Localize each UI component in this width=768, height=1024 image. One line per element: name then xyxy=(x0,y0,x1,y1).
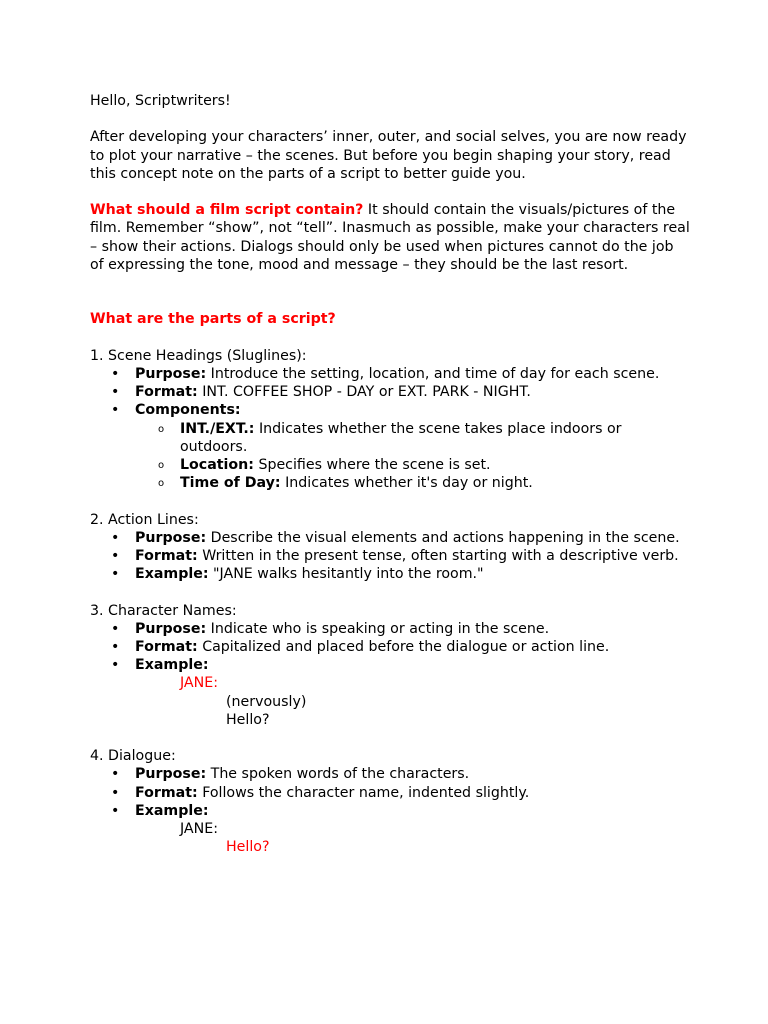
item-label: Purpose: xyxy=(135,529,207,546)
film-script-paragraph xyxy=(90,201,690,274)
sub-list-item xyxy=(180,420,690,456)
example-dialogue-line: Hello? xyxy=(226,839,270,856)
question-film-script: What should a film script contain? xyxy=(90,202,364,219)
item-text: Describe the visual elements and actions happening in the scene. xyxy=(206,529,680,546)
item-label: Format: xyxy=(135,639,198,655)
section-heading: 4. Dialogue: xyxy=(90,748,176,765)
item-text: Written in the present tense, often starting with a descriptive verb. xyxy=(197,548,679,564)
item-label: Purpose: xyxy=(135,766,207,783)
item-label: Format: xyxy=(135,548,198,564)
list-item xyxy=(135,620,690,638)
item-text: Specifies where the scene is set. xyxy=(253,457,491,473)
item-label: Example: xyxy=(135,802,209,819)
list-item xyxy=(135,802,690,820)
item-text: INT. COFFEE SHOP - DAY or EXT. PARK - NIGHT. xyxy=(197,384,531,401)
item-text: "JANE walks hesitantly into the room." xyxy=(208,566,484,583)
bullet-list xyxy=(90,765,690,820)
example-character-name: JANE: xyxy=(180,821,218,838)
example-parenthetical: (nervously) xyxy=(226,693,307,710)
item-text: Follows the character name, indented slightly. xyxy=(197,784,530,801)
sub-bullet-list xyxy=(135,420,690,493)
example-character-name: JANE: xyxy=(180,675,218,692)
section-heading: 3. Character Names: xyxy=(90,602,237,619)
list-item xyxy=(135,565,690,583)
section-heading: 2. Action Lines: xyxy=(90,511,199,528)
list-item xyxy=(135,638,690,656)
list-item xyxy=(135,765,690,783)
item-label: Purpose: xyxy=(135,365,207,382)
intro-paragraph: After developing your characters’ inner, outer, and social selves, you are now ready to plot your narrative – the scenes. But before you begin shaping your story, read this concept note on the parts of a script to better guide you. xyxy=(90,129,687,182)
bullet-list xyxy=(90,529,690,584)
item-text: Indicates whether the scene takes place indoors or outdoors. xyxy=(180,420,622,455)
list-item xyxy=(135,784,690,802)
item-text: Capitalized and placed before the dialogue or action line. xyxy=(197,639,610,655)
list-item xyxy=(135,547,690,565)
example-dialogue-line: Hello? xyxy=(226,711,270,728)
list-item xyxy=(135,529,690,547)
item-label: Components: xyxy=(135,402,241,419)
item-label: Format: xyxy=(135,784,198,801)
item-label: Location: xyxy=(180,457,254,473)
item-label: Purpose: xyxy=(135,620,207,637)
item-text: Indicates whether it's day or night. xyxy=(280,475,533,492)
answer-film-script: It should contain the visuals/pictures of the film. Remember “show”, not “tell”. Inasmuch as possible, make your characters real – show their actions. Dialogs should only be used when pictures cannot do the job of expressing the tone, mood and message – they should be the last resort. xyxy=(90,202,690,273)
sub-list-item xyxy=(180,456,690,474)
item-label: Example: xyxy=(135,566,209,583)
parts-heading: What are the parts of a script? xyxy=(90,311,336,328)
item-label: Example: xyxy=(135,657,209,674)
section-heading: 1. Scene Headings (Sluglines): xyxy=(90,347,307,364)
list-item xyxy=(135,656,690,674)
bullet-list xyxy=(90,620,690,675)
item-text: Introduce the setting, location, and time of day for each scene. xyxy=(206,365,660,382)
item-text: The spoken words of the characters. xyxy=(206,766,470,783)
greeting: Hello, Scriptwriters! xyxy=(90,93,231,109)
item-label: Time of Day: xyxy=(180,475,281,492)
list-item xyxy=(135,365,690,383)
list-item xyxy=(135,383,690,401)
sub-list-item xyxy=(180,474,690,492)
item-label: INT./EXT.: xyxy=(180,420,255,437)
item-label: Format: xyxy=(135,384,198,401)
item-text: Indicate who is speaking or acting in the scene. xyxy=(206,620,550,637)
list-item xyxy=(135,401,690,492)
document-body xyxy=(90,92,690,856)
bullet-list xyxy=(90,365,690,492)
